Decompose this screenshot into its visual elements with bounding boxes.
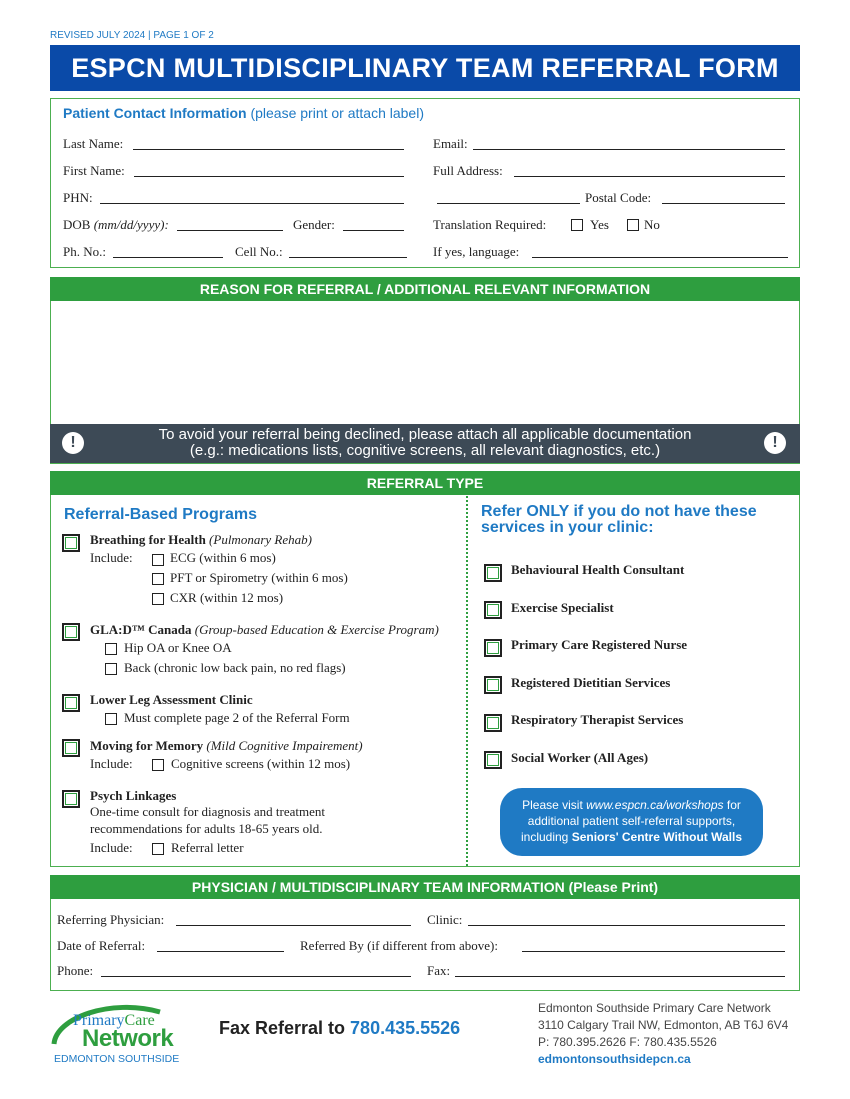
phone-field[interactable] bbox=[101, 976, 411, 977]
phone-number-label: Ph. No.: bbox=[63, 244, 106, 259]
referring-physician-label: Referring Physician: bbox=[57, 912, 165, 927]
exclamation-icon: ! bbox=[62, 432, 84, 454]
referral-type-heading: REFERRAL TYPE bbox=[50, 471, 800, 495]
translation-yes-label: Yes bbox=[590, 217, 609, 232]
social-worker-label: Social Worker (All Ages) bbox=[511, 750, 649, 765]
refer-only-heading: Refer ONLY if you do not have these services in your clinic: bbox=[481, 503, 757, 536]
full-address-label: Full Address: bbox=[433, 163, 503, 178]
workshops-info-bubble: Please visit www.espcn.ca/workshops for additional patient self-referral supports, including Seniors' Centre Without Walls bbox=[500, 788, 763, 856]
fax-label: Fax: bbox=[427, 963, 451, 978]
behavioural-health-label: Behavioural Health Consultant bbox=[511, 562, 685, 577]
lower-leg-clinic-label: Lower Leg Assessment Clinic bbox=[90, 692, 253, 707]
referred-by-field[interactable] bbox=[522, 951, 785, 952]
ecg-label: ECG (within 6 mos) bbox=[170, 550, 276, 565]
logo-edmonton-southside: EDMONTON SOUTHSIDE bbox=[54, 1053, 180, 1065]
ecg-checkbox[interactable] bbox=[152, 554, 164, 566]
logo-primary-care: PrimaryCare bbox=[73, 1012, 155, 1029]
gender-label: Gender: bbox=[293, 217, 335, 232]
clinic-field[interactable] bbox=[468, 925, 785, 926]
referring-physician-field[interactable] bbox=[176, 925, 411, 926]
fax-field[interactable] bbox=[455, 976, 785, 977]
logo-network: Network bbox=[82, 1025, 174, 1052]
postal-code-field[interactable] bbox=[662, 203, 785, 204]
translation-label: Translation Required: bbox=[433, 217, 547, 232]
psych-description-line-1: One-time consult for diagnosis and treatment bbox=[90, 804, 326, 819]
gender-field[interactable] bbox=[343, 230, 404, 231]
org-phones: P: 780.395.2626 F: 780.435.5526 bbox=[538, 1035, 717, 1049]
cell-number-field[interactable] bbox=[289, 257, 407, 258]
date-of-referral-label: Date of Referral: bbox=[57, 938, 146, 953]
social-worker-checkbox[interactable] bbox=[484, 751, 502, 769]
email-field[interactable] bbox=[473, 149, 785, 150]
phn-label: PHN: bbox=[63, 190, 93, 205]
org-name: Edmonton Southside Primary Care Network bbox=[538, 1001, 771, 1015]
phone-label: Phone: bbox=[57, 963, 94, 978]
exercise-specialist-label: Exercise Specialist bbox=[511, 600, 614, 615]
last-name-field[interactable] bbox=[133, 149, 404, 150]
fax-referral-callout: Fax Referral to 780.435.5526 bbox=[219, 1018, 461, 1038]
translation-no-label: No bbox=[644, 217, 660, 232]
warning-line-1: To avoid your referral being declined, please attach all applicable documentation bbox=[158, 426, 692, 443]
pft-checkbox[interactable] bbox=[152, 573, 164, 585]
full-address-field[interactable] bbox=[514, 176, 785, 177]
phone-number-field[interactable] bbox=[113, 257, 223, 258]
revision-note: REVISED JULY 2024 | PAGE 1 OF 2 bbox=[50, 30, 214, 41]
psych-description-line-2: recommendations for adults 18-65 years old. bbox=[90, 821, 323, 836]
translation-no-checkbox[interactable] bbox=[627, 219, 639, 231]
glad-canada-label: GLA:D™ Canada (Group-based Education & Exercise Program) bbox=[90, 622, 439, 637]
moving-for-memory-checkbox[interactable] bbox=[62, 739, 80, 757]
page-two-checkbox[interactable] bbox=[105, 713, 117, 725]
cognitive-screens-label: Cognitive screens (within 12 mos) bbox=[171, 756, 351, 771]
form-title: ESPCN MULTIDISCIPLINARY TEAM REFERRAL FORM bbox=[50, 45, 800, 91]
moving-for-memory-label: Moving for Memory (Mild Cognitive Impairement) bbox=[90, 738, 363, 753]
exclamation-icon: ! bbox=[764, 432, 786, 454]
page-two-label: Must complete page 2 of the Referral Form bbox=[124, 710, 350, 725]
dob-label: DOB (mm/dd/yyyy): bbox=[63, 217, 169, 232]
breathing-for-health-label: Breathing for Health (Pulmonary Rehab) bbox=[90, 532, 312, 547]
dietitian-label: Registered Dietitian Services bbox=[511, 675, 671, 690]
column-divider bbox=[466, 496, 468, 866]
include-label: Include: bbox=[90, 756, 133, 771]
cognitive-screens-checkbox[interactable] bbox=[152, 759, 164, 771]
workshops-link[interactable]: www.espcn.ca/workshops bbox=[586, 798, 724, 812]
postal-code-label: Postal Code: bbox=[585, 190, 652, 205]
cxr-label: CXR (within 12 mos) bbox=[170, 590, 284, 605]
pcn-logo bbox=[50, 1000, 190, 1066]
hip-knee-oa-checkbox[interactable] bbox=[105, 643, 117, 655]
include-label: Include: bbox=[90, 840, 133, 855]
referral-letter-label: Referral letter bbox=[171, 840, 244, 855]
hip-knee-oa-label: Hip OA or Knee OA bbox=[124, 640, 232, 655]
address-line-2-field[interactable] bbox=[437, 203, 580, 204]
contact-block bbox=[538, 1000, 788, 1068]
psych-linkages-label: Psych Linkages bbox=[90, 788, 177, 803]
referral-programs-heading: Referral-Based Programs bbox=[64, 506, 257, 523]
reason-heading: REASON FOR REFERRAL / ADDITIONAL RELEVANT INFORMATION bbox=[50, 277, 800, 301]
org-address: 3110 Calgary Trail NW, Edmonton, AB T6J 6V4 bbox=[538, 1018, 789, 1032]
phn-field[interactable] bbox=[100, 203, 404, 204]
clinic-label: Clinic: bbox=[427, 912, 463, 927]
breathing-for-health-checkbox[interactable] bbox=[62, 534, 80, 552]
warning-line-2: (e.g.: medications lists, cognitive screens, all relevant diagnostics, etc.) bbox=[189, 442, 661, 459]
back-pain-checkbox[interactable] bbox=[105, 663, 117, 675]
registered-nurse-checkbox[interactable] bbox=[484, 639, 502, 657]
patient-contact-section bbox=[50, 98, 800, 268]
cell-number-label: Cell No.: bbox=[235, 244, 283, 259]
include-label: Include: bbox=[90, 550, 133, 565]
glad-canada-checkbox[interactable] bbox=[62, 623, 80, 641]
date-of-referral-field[interactable] bbox=[157, 951, 284, 952]
reason-text-area[interactable] bbox=[51, 302, 799, 422]
dietitian-checkbox[interactable] bbox=[484, 676, 502, 694]
translation-yes-checkbox[interactable] bbox=[571, 219, 583, 231]
language-label: If yes, language: bbox=[433, 244, 520, 259]
respiratory-therapist-checkbox[interactable] bbox=[484, 714, 502, 732]
physician-heading: PHYSICIAN / MULTIDISCIPLINARY TEAM INFORMATION (Please Print) bbox=[50, 875, 800, 899]
exercise-specialist-checkbox[interactable] bbox=[484, 601, 502, 619]
pft-label: PFT or Spirometry (within 6 mos) bbox=[170, 570, 348, 585]
last-name-label: Last Name: bbox=[63, 136, 124, 151]
registered-nurse-label: Primary Care Registered Nurse bbox=[511, 637, 688, 652]
back-pain-label: Back (chronic low back pain, no red flags) bbox=[124, 660, 346, 675]
referred-by-label: Referred By (if different from above): bbox=[300, 938, 498, 953]
respiratory-therapist-label: Respiratory Therapist Services bbox=[511, 712, 684, 727]
psych-linkages-checkbox[interactable] bbox=[62, 790, 80, 808]
patient-contact-heading: Patient Contact Information (please print or attach label) bbox=[63, 105, 424, 121]
dob-field[interactable] bbox=[177, 230, 283, 231]
cxr-checkbox[interactable] bbox=[152, 593, 164, 605]
documentation-warning-banner bbox=[50, 424, 800, 463]
language-field[interactable] bbox=[532, 257, 788, 258]
email-label: Email: bbox=[433, 136, 468, 151]
referral-letter-checkbox[interactable] bbox=[152, 843, 164, 855]
lower-leg-clinic-checkbox[interactable] bbox=[62, 694, 80, 712]
org-website-link[interactable]: edmontonsouthsidepcn.ca bbox=[538, 1052, 691, 1066]
first-name-label: First Name: bbox=[63, 163, 125, 178]
behavioural-health-checkbox[interactable] bbox=[484, 564, 502, 582]
first-name-field[interactable] bbox=[134, 176, 404, 177]
